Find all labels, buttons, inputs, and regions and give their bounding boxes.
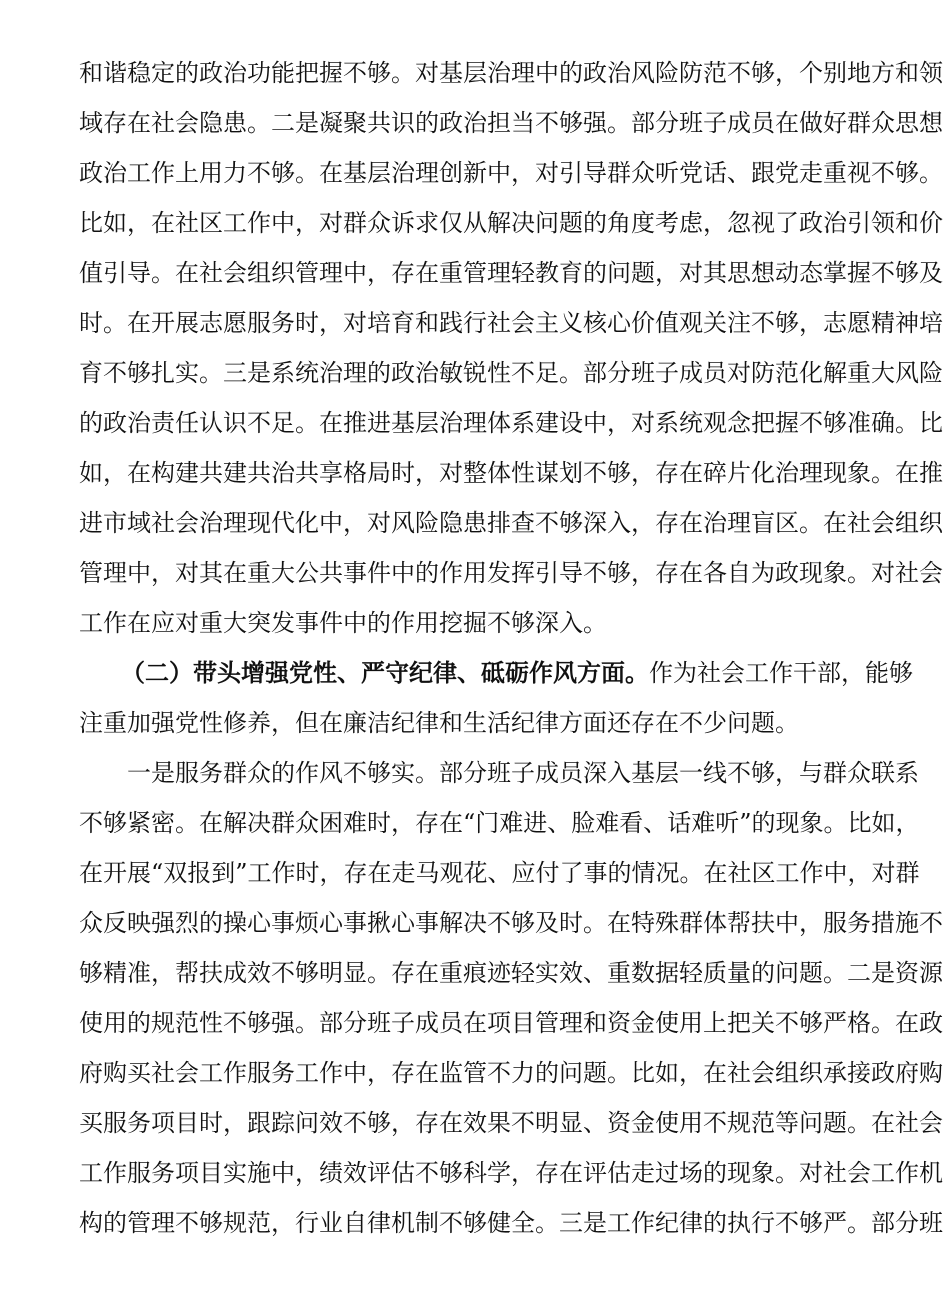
- paragraph-line: 注重加强党性修养，但在廉洁纪律和生活纪律方面还存在不少问题。: [79, 709, 799, 737]
- paragraph-line: 值引导。在社会组织管理中，存在重管理轻教育的问题，对其思想动态掌握不够及: [79, 259, 943, 287]
- paragraph-line: 域存在社会隐患。二是凝聚共识的政治担当不够强。部分班子成员在做好群众思想: [79, 109, 943, 137]
- paragraph-line: 在开展“双报到”工作时，存在走马观花、应付了事的情况。在社区工作中，对群: [79, 859, 920, 887]
- paragraph-line: 和谐稳定的政治功能把握不够。对基层治理中的政治风险防范不够，个别地方和领: [79, 59, 943, 87]
- paragraph-line: 的政治责任认识不足。在推进基层治理体系建设中，对系统观念把握不够准确。比: [79, 409, 943, 437]
- paragraph-line: 工作服务项目实施中，绩效评估不够科学，存在评估走过场的现象。对社会工作机: [79, 1159, 943, 1187]
- paragraph-line: 如，在构建共建共治共享格局时，对整体性谋划不够，存在碎片化治理现象。在推: [79, 459, 943, 487]
- section-heading: （二）带头增强党性、严守纪律、砥砺作风方面。: [121, 659, 649, 687]
- section-heading-tail: 作为社会工作干部，能够: [649, 659, 913, 687]
- paragraph-line: 管理中，对其在重大公共事件中的作用发挥引导不够，存在各自为政现象。对社会: [79, 559, 943, 587]
- paragraph-line: 一是服务群众的作风不够实。部分班子成员深入基层一线不够，与群众联系: [127, 759, 919, 787]
- paragraph-line: 政治工作上用力不够。在基层治理创新中，对引导群众听党话、跟党走重视不够。: [79, 159, 943, 187]
- paragraph-line: 不够紧密。在解决群众困难时，存在“门难进、脸难看、话难听”的现象。比如，: [79, 809, 920, 837]
- paragraph-line: 工作在应对重大突发事件中的作用挖掘不够深入。: [79, 609, 607, 637]
- paragraph-line: 比如，在社区工作中，对群众诉求仅从解决问题的角度考虑，忽视了政治引领和价: [79, 209, 943, 237]
- paragraph-line: 府购买社会工作服务工作中，存在监管不力的问题。比如，在社会组织承接政府购: [79, 1059, 943, 1087]
- paragraph-line: 构的管理不够规范，行业自律机制不够健全。三是工作纪律的执行不够严。部分班: [79, 1209, 943, 1237]
- paragraph-line: 使用的规范性不够强。部分班子成员在项目管理和资金使用上把关不够严格。在政: [79, 1009, 943, 1037]
- paragraph-line: 买服务项目时，跟踪问效不够，存在效果不明显、资金使用不规范等问题。在社会: [79, 1109, 943, 1137]
- paragraph-line: 进市域社会治理现代化中，对风险隐患排查不够深入，存在治理盲区。在社会组织: [79, 509, 943, 537]
- paragraph-line: 众反映强烈的操心事烦心事揪心事解决不够及时。在特殊群体帮扶中，服务措施不: [79, 909, 943, 937]
- paragraph-line: 育不够扎实。三是系统治理的政治敏锐性不足。部分班子成员对防范化解重大风险: [79, 359, 943, 387]
- paragraph-line: 时。在开展志愿服务时，对培育和践行社会主义核心价值观关注不够，志愿精神培: [79, 309, 943, 337]
- paragraph-line: 够精准，帮扶成效不够明显。存在重痕迹轻实效、重数据轻质量的问题。二是资源: [79, 959, 943, 987]
- section-heading-line: [121, 653, 913, 693]
